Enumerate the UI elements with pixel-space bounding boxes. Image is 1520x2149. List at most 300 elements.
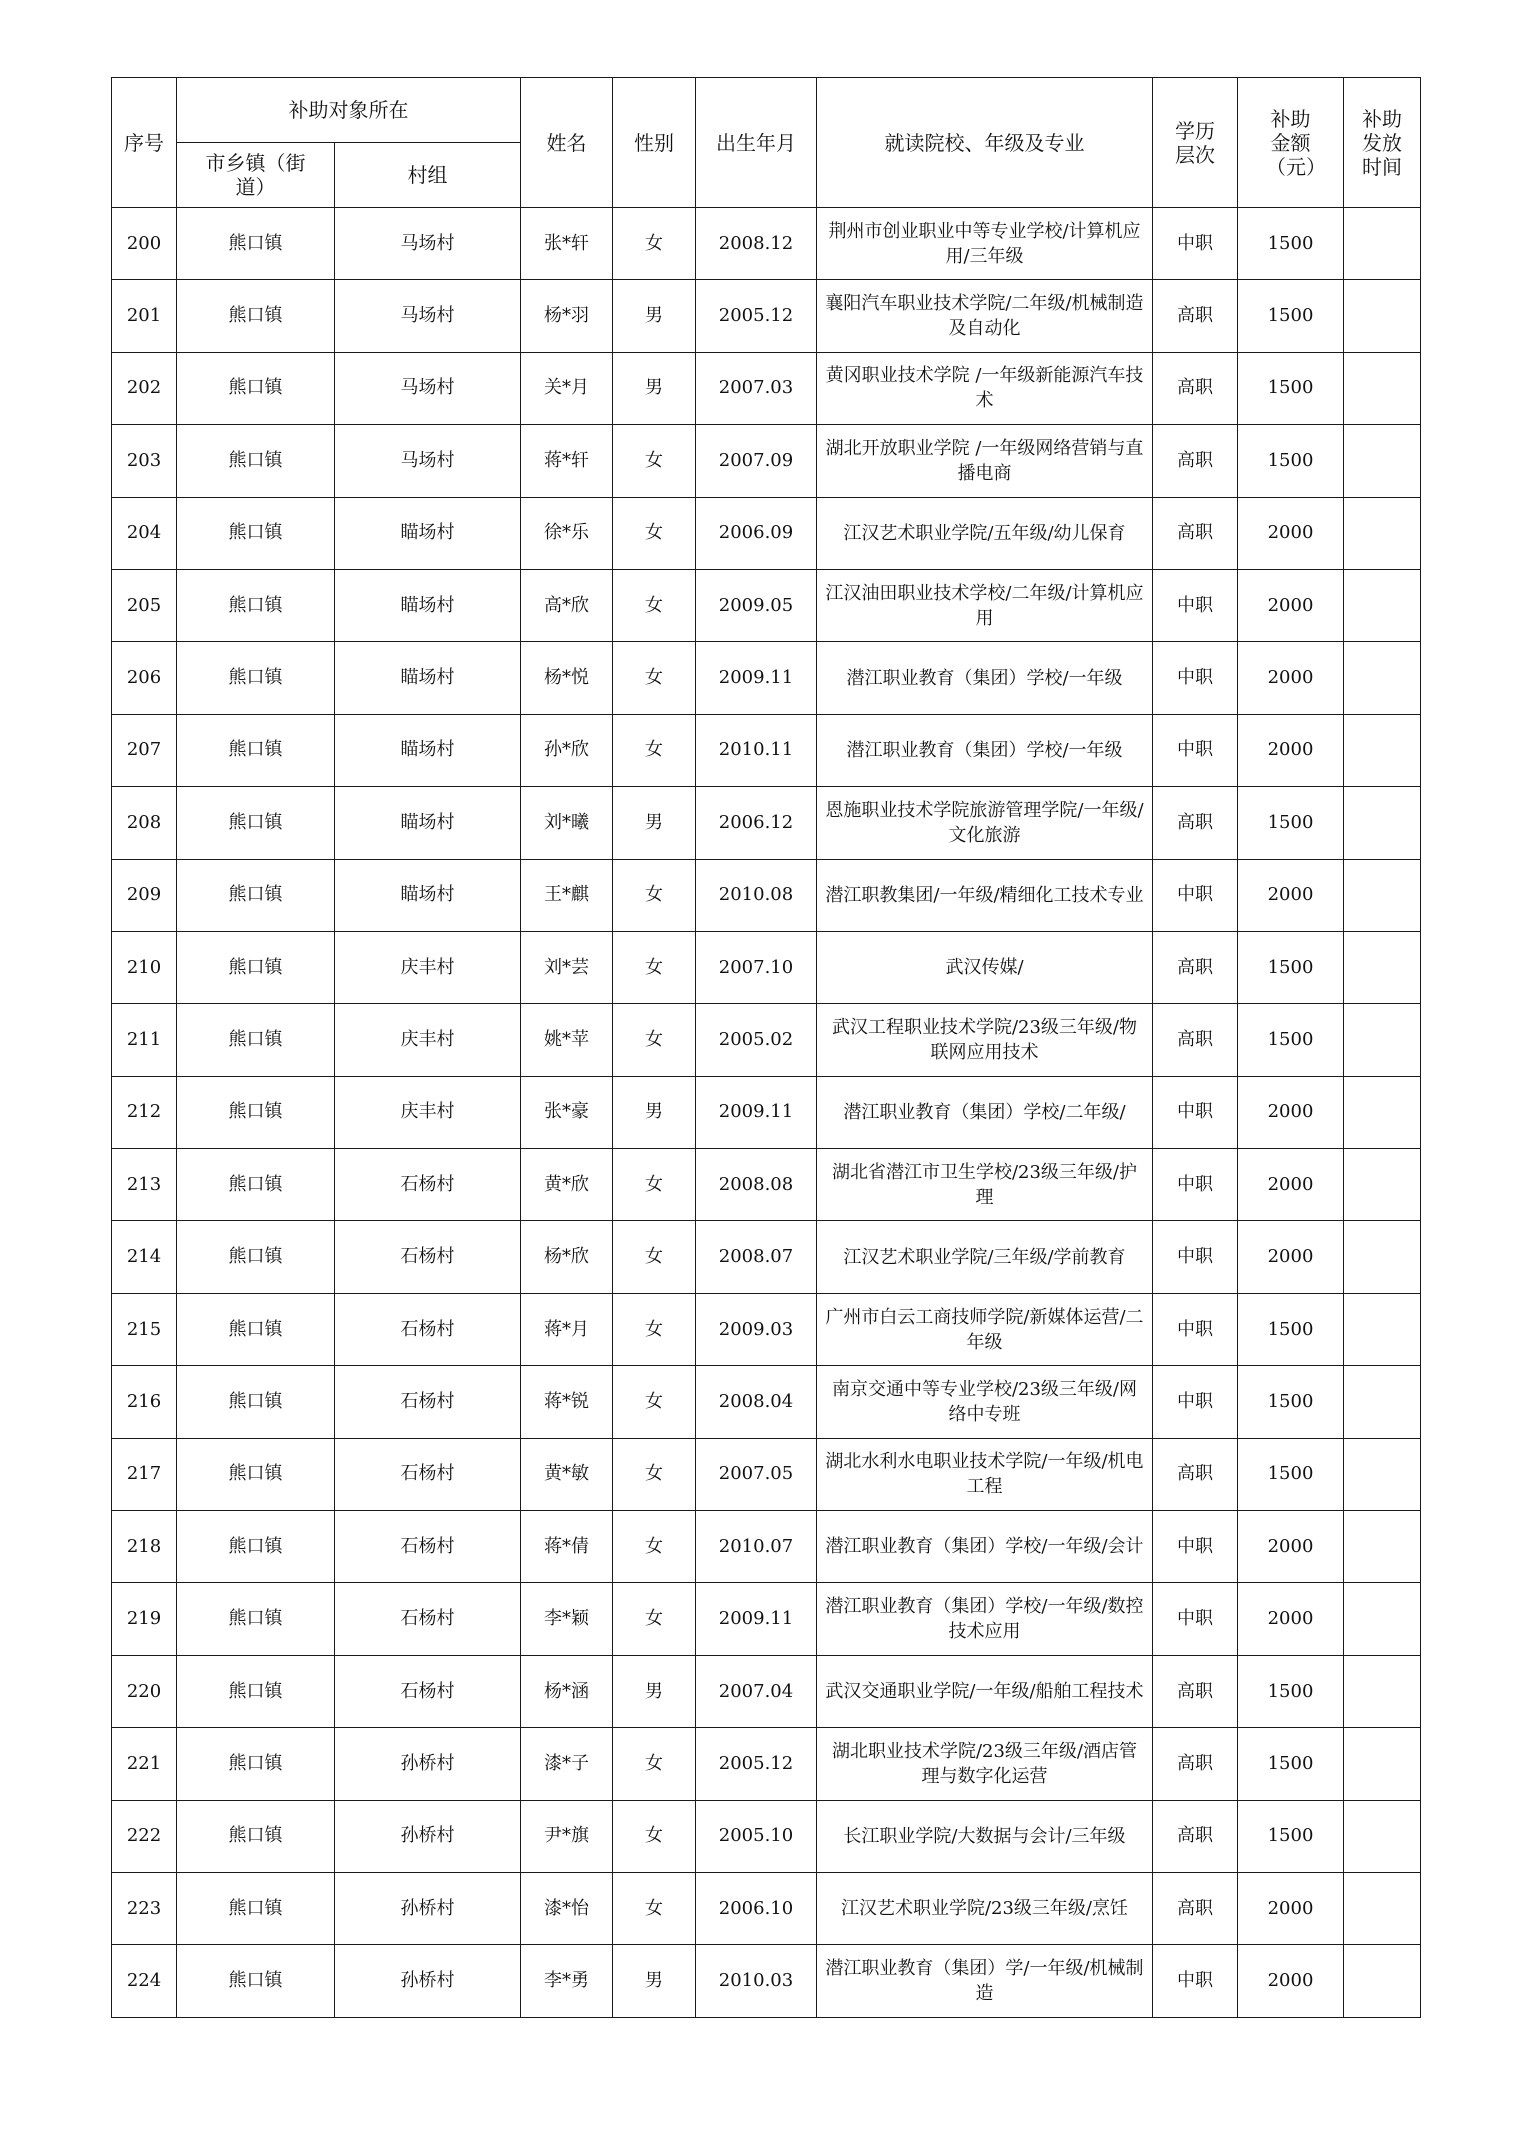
cell-school xyxy=(817,1800,1153,1872)
cell-village: 庆丰村 xyxy=(335,1076,521,1148)
cell-town: 熊口镇 xyxy=(177,787,335,859)
cell-name: 黄*欣 xyxy=(521,1149,613,1221)
cell-birth: 2008.07 xyxy=(696,1221,817,1293)
cell-name: 蒋*月 xyxy=(521,1293,613,1365)
cell-birth: 2010.08 xyxy=(696,859,817,931)
cell-issue-time xyxy=(1344,569,1421,641)
cell-village: 石杨村 xyxy=(335,1149,521,1221)
school-text: 荆州市创业职业中等专业学校/计算机应用/三年级 xyxy=(828,220,1141,267)
cell-issue-time xyxy=(1344,1583,1421,1655)
cell-amount: 1500 xyxy=(1238,1728,1344,1800)
cell-seq: 208 xyxy=(112,787,177,859)
cell-level: 中职 xyxy=(1153,208,1238,280)
school-text: 潜江职业教育（集团）学/一年级/机械制造 xyxy=(825,1958,1144,2005)
cell-issue-time xyxy=(1344,425,1421,497)
cell-birth: 2006.10 xyxy=(696,1872,817,1944)
cell-level: 高职 xyxy=(1153,1004,1238,1076)
school-text: 武汉传媒/ xyxy=(945,957,1024,979)
cell-name: 王*麒 xyxy=(521,859,613,931)
cell-school xyxy=(817,569,1153,641)
cell-amount: 2000 xyxy=(1238,1076,1344,1148)
cell-school xyxy=(817,1655,1153,1727)
cell-school xyxy=(817,1293,1153,1365)
cell-town: 熊口镇 xyxy=(177,352,335,424)
cell-gender: 女 xyxy=(613,1221,696,1293)
cell-gender: 女 xyxy=(613,425,696,497)
cell-name: 姚*苹 xyxy=(521,1004,613,1076)
table-row xyxy=(112,931,1421,1003)
header-level: 学历层次 xyxy=(1153,78,1238,208)
table-row xyxy=(112,1945,1421,2017)
cell-village: 瞄场村 xyxy=(335,859,521,931)
school-text: 武汉工程职业技术学院/23级三年级/物联网应用技术 xyxy=(831,1016,1138,1063)
cell-level: 中职 xyxy=(1153,1511,1238,1583)
cell-birth: 2008.12 xyxy=(696,208,817,280)
cell-seq: 205 xyxy=(112,569,177,641)
cell-birth: 2010.03 xyxy=(696,1945,817,2017)
school-text: 南京交通中等专业学校/23级三年级/网络中专班 xyxy=(831,1378,1138,1425)
header-name: 姓名 xyxy=(521,78,613,208)
cell-birth: 2006.09 xyxy=(696,497,817,569)
cell-gender: 男 xyxy=(613,1076,696,1148)
cell-name: 蒋*轩 xyxy=(521,425,613,497)
header-row-top xyxy=(112,78,1421,143)
cell-seq: 211 xyxy=(112,1004,177,1076)
cell-level: 中职 xyxy=(1153,642,1238,714)
cell-school xyxy=(817,1511,1153,1583)
school-text: 襄阳汽车职业技术学院/二年级/机械制造及自动化 xyxy=(825,293,1144,340)
cell-level: 高职 xyxy=(1153,1872,1238,1944)
cell-village: 石杨村 xyxy=(335,1655,521,1727)
school-text: 潜江职业教育（集团）学校/一年级/数控技术应用 xyxy=(825,1596,1144,1643)
cell-issue-time xyxy=(1344,859,1421,931)
cell-gender: 女 xyxy=(613,1872,696,1944)
cell-level: 高职 xyxy=(1153,280,1238,352)
cell-level: 高职 xyxy=(1153,1438,1238,1510)
cell-seq: 214 xyxy=(112,1221,177,1293)
cell-level: 中职 xyxy=(1153,714,1238,786)
table-row xyxy=(112,1511,1421,1583)
cell-issue-time xyxy=(1344,642,1421,714)
cell-village: 孙桥村 xyxy=(335,1728,521,1800)
cell-issue-time xyxy=(1344,1438,1421,1510)
cell-amount: 1500 xyxy=(1238,352,1344,424)
cell-seq: 207 xyxy=(112,714,177,786)
cell-school xyxy=(817,859,1153,931)
cell-birth: 2009.05 xyxy=(696,569,817,641)
table-row xyxy=(112,425,1421,497)
table-row xyxy=(112,280,1421,352)
cell-gender: 女 xyxy=(613,1149,696,1221)
cell-issue-time xyxy=(1344,1293,1421,1365)
cell-birth: 2005.12 xyxy=(696,280,817,352)
cell-seq: 209 xyxy=(112,859,177,931)
table-row xyxy=(112,787,1421,859)
cell-town: 熊口镇 xyxy=(177,1004,335,1076)
school-text: 长江职业学院/大数据与会计/三年级 xyxy=(843,1825,1126,1847)
cell-gender: 女 xyxy=(613,208,696,280)
table-row xyxy=(112,1004,1421,1076)
cell-amount: 1500 xyxy=(1238,1293,1344,1365)
cell-town: 熊口镇 xyxy=(177,1655,335,1727)
cell-level: 高职 xyxy=(1153,352,1238,424)
cell-village: 石杨村 xyxy=(335,1366,521,1438)
cell-amount: 2000 xyxy=(1238,1149,1344,1221)
cell-amount: 1500 xyxy=(1238,208,1344,280)
cell-issue-time xyxy=(1344,1004,1421,1076)
cell-village: 瞄场村 xyxy=(335,497,521,569)
cell-issue-time xyxy=(1344,280,1421,352)
cell-gender: 女 xyxy=(613,1366,696,1438)
cell-level: 高职 xyxy=(1153,497,1238,569)
table-row xyxy=(112,714,1421,786)
cell-gender: 女 xyxy=(613,497,696,569)
cell-name: 杨*欣 xyxy=(521,1221,613,1293)
cell-seq: 213 xyxy=(112,1149,177,1221)
cell-seq: 200 xyxy=(112,208,177,280)
cell-amount: 1500 xyxy=(1238,1655,1344,1727)
table-row xyxy=(112,859,1421,931)
header-location-group: 补助对象所在 xyxy=(177,78,521,143)
cell-village: 孙桥村 xyxy=(335,1945,521,2017)
cell-birth: 2009.03 xyxy=(696,1293,817,1365)
cell-birth: 2005.10 xyxy=(696,1800,817,1872)
cell-gender: 女 xyxy=(613,642,696,714)
cell-seq: 201 xyxy=(112,280,177,352)
cell-town: 熊口镇 xyxy=(177,569,335,641)
cell-level: 高职 xyxy=(1153,787,1238,859)
cell-level: 中职 xyxy=(1153,859,1238,931)
cell-gender: 女 xyxy=(613,569,696,641)
cell-issue-time xyxy=(1344,1366,1421,1438)
cell-school xyxy=(817,714,1153,786)
school-text: 湖北水利水电职业技术学院/一年级/机电工程 xyxy=(825,1451,1144,1498)
cell-village: 石杨村 xyxy=(335,1221,521,1293)
cell-name: 关*月 xyxy=(521,352,613,424)
table-row xyxy=(112,1076,1421,1148)
cell-amount: 1500 xyxy=(1238,931,1344,1003)
cell-town: 熊口镇 xyxy=(177,1800,335,1872)
cell-town: 熊口镇 xyxy=(177,1366,335,1438)
cell-town: 熊口镇 xyxy=(177,1076,335,1148)
cell-amount: 1500 xyxy=(1238,425,1344,497)
cell-school xyxy=(817,1872,1153,1944)
cell-school xyxy=(817,1366,1153,1438)
school-text: 黄冈职业技术学院 /一年级新能源汽车技术 xyxy=(825,365,1144,412)
cell-gender: 女 xyxy=(613,1800,696,1872)
cell-town: 熊口镇 xyxy=(177,425,335,497)
cell-school xyxy=(817,352,1153,424)
cell-seq: 203 xyxy=(112,425,177,497)
table-row xyxy=(112,1438,1421,1510)
cell-level: 中职 xyxy=(1153,1076,1238,1148)
cell-gender: 男 xyxy=(613,1945,696,2017)
cell-issue-time xyxy=(1344,352,1421,424)
cell-level: 高职 xyxy=(1153,425,1238,497)
cell-name: 李*勇 xyxy=(521,1945,613,2017)
cell-issue-time xyxy=(1344,787,1421,859)
table-row xyxy=(112,1800,1421,1872)
cell-issue-time xyxy=(1344,1149,1421,1221)
cell-birth: 2007.05 xyxy=(696,1438,817,1510)
cell-village: 庆丰村 xyxy=(335,931,521,1003)
cell-birth: 2006.12 xyxy=(696,787,817,859)
cell-gender: 女 xyxy=(613,1293,696,1365)
cell-seq: 223 xyxy=(112,1872,177,1944)
cell-gender: 男 xyxy=(613,1655,696,1727)
cell-level: 中职 xyxy=(1153,1221,1238,1293)
cell-school xyxy=(817,1945,1153,2017)
cell-birth: 2005.02 xyxy=(696,1004,817,1076)
header-village: 村组 xyxy=(335,143,521,208)
cell-level: 高职 xyxy=(1153,1728,1238,1800)
cell-issue-time xyxy=(1344,497,1421,569)
cell-name: 李*颖 xyxy=(521,1583,613,1655)
cell-school xyxy=(817,497,1153,569)
cell-seq: 204 xyxy=(112,497,177,569)
cell-gender: 男 xyxy=(613,280,696,352)
cell-amount: 1500 xyxy=(1238,1366,1344,1438)
cell-school xyxy=(817,1438,1153,1510)
cell-village: 瞄场村 xyxy=(335,569,521,641)
cell-village: 马场村 xyxy=(335,280,521,352)
cell-level: 中职 xyxy=(1153,1149,1238,1221)
cell-school xyxy=(817,1149,1153,1221)
cell-amount: 1500 xyxy=(1238,1800,1344,1872)
cell-gender: 女 xyxy=(613,859,696,931)
cell-birth: 2007.03 xyxy=(696,352,817,424)
cell-birth: 2009.11 xyxy=(696,1076,817,1148)
cell-level: 中职 xyxy=(1153,1945,1238,2017)
cell-village: 石杨村 xyxy=(335,1511,521,1583)
cell-name: 蒋*倩 xyxy=(521,1511,613,1583)
cell-gender: 男 xyxy=(613,787,696,859)
cell-issue-time xyxy=(1344,1872,1421,1944)
school-text: 湖北省潜江市卫生学校/23级三年级/护理 xyxy=(831,1161,1138,1208)
table-row xyxy=(112,208,1421,280)
cell-issue-time xyxy=(1344,1728,1421,1800)
cell-birth: 2007.04 xyxy=(696,1655,817,1727)
cell-town: 熊口镇 xyxy=(177,1221,335,1293)
cell-issue-time xyxy=(1344,1221,1421,1293)
cell-town: 熊口镇 xyxy=(177,1945,335,2017)
cell-issue-time xyxy=(1344,931,1421,1003)
school-text: 武汉交通职业学院/一年级/船舶工程技术 xyxy=(825,1681,1144,1702)
cell-name: 刘*曦 xyxy=(521,787,613,859)
cell-town: 熊口镇 xyxy=(177,208,335,280)
cell-school xyxy=(817,208,1153,280)
cell-village: 马场村 xyxy=(335,208,521,280)
table-body xyxy=(112,208,1421,2018)
cell-level: 中职 xyxy=(1153,1293,1238,1365)
cell-name: 徐*乐 xyxy=(521,497,613,569)
header-amount: 补助金额（元） xyxy=(1238,78,1344,208)
header-seq: 序号 xyxy=(112,78,177,208)
cell-village: 瞄场村 xyxy=(335,787,521,859)
cell-town: 熊口镇 xyxy=(177,931,335,1003)
cell-town: 熊口镇 xyxy=(177,1438,335,1510)
cell-issue-time xyxy=(1344,1076,1421,1148)
table-row xyxy=(112,1655,1421,1727)
school-text: 江汉艺术职业学院/五年级/幼儿保育 xyxy=(843,522,1126,544)
table-row xyxy=(112,1366,1421,1438)
cell-issue-time xyxy=(1344,208,1421,280)
cell-seq: 222 xyxy=(112,1800,177,1872)
school-text: 潜江职业教育（集团）学校/一年级/会计 xyxy=(825,1536,1144,1558)
cell-seq: 212 xyxy=(112,1076,177,1148)
cell-school xyxy=(817,1004,1153,1076)
table-row xyxy=(112,1872,1421,1944)
cell-name: 高*欣 xyxy=(521,569,613,641)
cell-amount: 1500 xyxy=(1238,280,1344,352)
school-text: 潜江职业教育（集团）学校/一年级 xyxy=(846,739,1123,761)
cell-issue-time xyxy=(1344,714,1421,786)
cell-seq: 215 xyxy=(112,1293,177,1365)
table-row xyxy=(112,1293,1421,1365)
cell-seq: 210 xyxy=(112,931,177,1003)
cell-issue-time xyxy=(1344,1655,1421,1727)
cell-town: 熊口镇 xyxy=(177,497,335,569)
cell-birth: 2010.07 xyxy=(696,1511,817,1583)
cell-gender: 女 xyxy=(613,1438,696,1510)
cell-level: 中职 xyxy=(1153,569,1238,641)
cell-level: 高职 xyxy=(1153,1800,1238,1872)
cell-town: 熊口镇 xyxy=(177,642,335,714)
cell-name: 黄*敏 xyxy=(521,1438,613,1510)
cell-level: 高职 xyxy=(1153,1655,1238,1727)
header-gender: 性别 xyxy=(613,78,696,208)
cell-name: 漆*怡 xyxy=(521,1872,613,1944)
cell-amount: 2000 xyxy=(1238,1221,1344,1293)
cell-village: 孙桥村 xyxy=(335,1800,521,1872)
cell-town: 熊口镇 xyxy=(177,1728,335,1800)
cell-amount: 1500 xyxy=(1238,1438,1344,1510)
cell-gender: 女 xyxy=(613,931,696,1003)
cell-issue-time xyxy=(1344,1511,1421,1583)
cell-birth: 2009.11 xyxy=(696,642,817,714)
cell-seq: 219 xyxy=(112,1583,177,1655)
cell-village: 石杨村 xyxy=(335,1583,521,1655)
cell-level: 中职 xyxy=(1153,1366,1238,1438)
school-text: 湖北开放职业学院 /一年级网络营销与直播电商 xyxy=(825,437,1144,484)
table-header xyxy=(112,78,1421,208)
cell-name: 张*豪 xyxy=(521,1076,613,1148)
cell-school xyxy=(817,642,1153,714)
cell-amount: 2000 xyxy=(1238,642,1344,714)
cell-school xyxy=(817,787,1153,859)
cell-town: 熊口镇 xyxy=(177,859,335,931)
cell-village: 瞄场村 xyxy=(335,642,521,714)
table-row xyxy=(112,1221,1421,1293)
cell-seq: 217 xyxy=(112,1438,177,1510)
school-text: 潜江职业教育（集团）学校/二年级/ xyxy=(843,1101,1126,1123)
table-row xyxy=(112,1728,1421,1800)
school-text: 潜江职教集团/一年级/精细化工技术专业 xyxy=(825,884,1144,906)
cell-amount: 2000 xyxy=(1238,569,1344,641)
cell-name: 张*轩 xyxy=(521,208,613,280)
cell-school xyxy=(817,1583,1153,1655)
cell-name: 刘*芸 xyxy=(521,931,613,1003)
cell-level: 高职 xyxy=(1153,931,1238,1003)
school-text: 潜江职业教育（集团）学校/一年级 xyxy=(846,667,1123,689)
cell-birth: 2010.11 xyxy=(696,714,817,786)
cell-seq: 216 xyxy=(112,1366,177,1438)
cell-birth: 2009.11 xyxy=(696,1583,817,1655)
cell-amount: 2000 xyxy=(1238,497,1344,569)
cell-town: 熊口镇 xyxy=(177,1583,335,1655)
cell-birth: 2007.10 xyxy=(696,931,817,1003)
cell-amount: 2000 xyxy=(1238,714,1344,786)
cell-gender: 女 xyxy=(613,1728,696,1800)
cell-seq: 220 xyxy=(112,1655,177,1727)
school-text: 湖北职业技术学院/23级三年级/酒店管理与数字化运营 xyxy=(831,1740,1138,1787)
school-text: 江汉油田职业技术学校/二年级/计算机应用 xyxy=(825,582,1144,629)
school-text: 恩施职业技术学院旅游管理学院/一年级/文化旅游 xyxy=(825,799,1144,846)
cell-seq: 224 xyxy=(112,1945,177,2017)
cell-birth: 2005.12 xyxy=(696,1728,817,1800)
cell-birth: 2007.09 xyxy=(696,425,817,497)
cell-seq: 202 xyxy=(112,352,177,424)
school-text: 江汉艺术职业学院/三年级/学前教育 xyxy=(843,1246,1126,1268)
header-town: 市乡镇（街道） xyxy=(177,143,335,208)
table-row xyxy=(112,352,1421,424)
table-row xyxy=(112,1149,1421,1221)
school-text: 江汉艺术职业学院/23级三年级/烹饪 xyxy=(840,1898,1129,1920)
cell-gender: 女 xyxy=(613,1511,696,1583)
cell-gender: 女 xyxy=(613,714,696,786)
header-school: 就读院校、年级及专业 xyxy=(817,78,1153,208)
cell-name: 杨*涵 xyxy=(521,1655,613,1727)
cell-name: 孙*欣 xyxy=(521,714,613,786)
cell-gender: 男 xyxy=(613,352,696,424)
cell-name: 尹*旗 xyxy=(521,1800,613,1872)
cell-amount: 2000 xyxy=(1238,1583,1344,1655)
cell-village: 石杨村 xyxy=(335,1293,521,1365)
cell-school xyxy=(817,280,1153,352)
cell-birth: 2008.04 xyxy=(696,1366,817,1438)
school-text: 广州市白云工商技师学院/新媒体运营/二年级 xyxy=(825,1306,1144,1353)
cell-amount: 2000 xyxy=(1238,1945,1344,2017)
subsidy-table-container xyxy=(111,77,1420,2018)
header-birth: 出生年月 xyxy=(696,78,817,208)
cell-gender: 女 xyxy=(613,1004,696,1076)
cell-village: 庆丰村 xyxy=(335,1004,521,1076)
table-row xyxy=(112,642,1421,714)
table-row xyxy=(112,1583,1421,1655)
cell-school xyxy=(817,1221,1153,1293)
cell-village: 瞄场村 xyxy=(335,714,521,786)
cell-town: 熊口镇 xyxy=(177,1149,335,1221)
cell-village: 马场村 xyxy=(335,425,521,497)
cell-amount: 2000 xyxy=(1238,1872,1344,1944)
cell-village: 马场村 xyxy=(335,352,521,424)
table-row xyxy=(112,569,1421,641)
cell-town: 熊口镇 xyxy=(177,1293,335,1365)
cell-school xyxy=(817,931,1153,1003)
cell-amount: 2000 xyxy=(1238,859,1344,931)
cell-name: 漆*子 xyxy=(521,1728,613,1800)
cell-level: 中职 xyxy=(1153,1583,1238,1655)
cell-school xyxy=(817,1076,1153,1148)
cell-birth: 2008.08 xyxy=(696,1149,817,1221)
cell-gender: 女 xyxy=(613,1583,696,1655)
cell-village: 石杨村 xyxy=(335,1438,521,1510)
subsidy-table xyxy=(111,77,1421,2018)
table-row xyxy=(112,497,1421,569)
cell-town: 熊口镇 xyxy=(177,280,335,352)
cell-issue-time xyxy=(1344,1945,1421,2017)
cell-amount: 1500 xyxy=(1238,787,1344,859)
